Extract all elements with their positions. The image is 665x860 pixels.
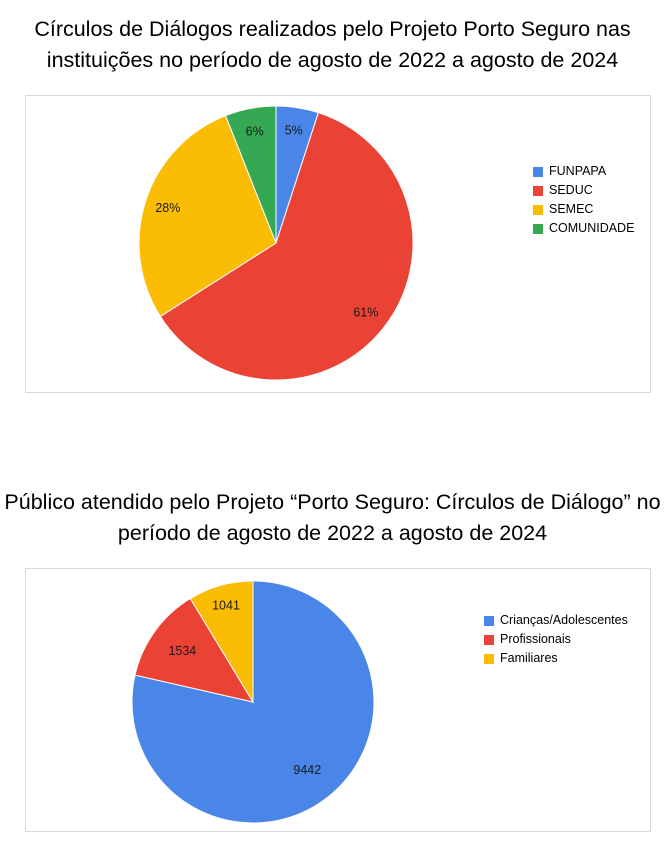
chart-1-legend-label: COMUNIDADE bbox=[549, 221, 635, 235]
chart-1-frame bbox=[25, 95, 651, 393]
chart-2-legend-item-profissionais bbox=[484, 630, 628, 649]
chart-1-legend-swatch bbox=[533, 167, 543, 177]
chart-2-legend bbox=[484, 611, 628, 668]
chart-1-legend-label: SEMEC bbox=[549, 202, 594, 216]
chart-2-legend-label: Familiares bbox=[500, 651, 558, 665]
chart-1-legend-label: SEDUC bbox=[549, 183, 593, 197]
chart-2-legend-swatch bbox=[484, 654, 494, 664]
chart-1-legend-label: FUNPAPA bbox=[549, 164, 607, 178]
chart-2-legend-swatch bbox=[484, 635, 494, 645]
chart-1-label-seduc: 61% bbox=[353, 305, 379, 320]
chart-2-legend-item-familiares bbox=[484, 649, 628, 668]
chart-2-legend-swatch bbox=[484, 616, 494, 626]
chart-2-legend-label: Profissionais bbox=[500, 632, 571, 646]
chart-1-label-semec: 28% bbox=[155, 200, 181, 215]
chart-1-legend bbox=[533, 162, 634, 238]
chart-2-legend-item-criancas-adolescentes bbox=[484, 611, 628, 630]
chart-1-legend-item-semec bbox=[533, 200, 634, 219]
chart-2-label-criancas-adolescentes: 9442 bbox=[293, 763, 322, 778]
chart-1-legend-swatch bbox=[533, 186, 543, 196]
chart-2-pie bbox=[26, 569, 650, 831]
chart-1-title: Círculos de Diálogos realizados pelo Projeto Porto Seguro nas instituições no período de agosto de 2022 a agosto de 2024 bbox=[34, 17, 631, 72]
chart-1-label-funpapa: 5% bbox=[284, 123, 303, 138]
chart-2-legend-label: Crianças/Adolescentes bbox=[500, 613, 628, 627]
chart-1-legend-swatch bbox=[533, 224, 543, 234]
chart-1-legend-swatch bbox=[533, 205, 543, 215]
chart-2-title: Público atendido pelo Projeto “Porto Seguro: Círculos de Diálogo” no período de agosto de 2022 a agosto de 2024 bbox=[4, 490, 661, 545]
chart-2-label-profissionais: 1534 bbox=[168, 643, 197, 658]
chart-1-legend-item-comunidade bbox=[533, 219, 634, 238]
chart-1-legend-item-funpapa bbox=[533, 162, 634, 181]
chart-2-label-familiares: 1041 bbox=[212, 598, 240, 613]
chart-1-legend-item-seduc bbox=[533, 181, 634, 200]
chart-1-pie bbox=[26, 96, 650, 392]
chart-2-frame bbox=[25, 568, 651, 832]
chart-1-label-comunidade: 6% bbox=[245, 124, 264, 139]
